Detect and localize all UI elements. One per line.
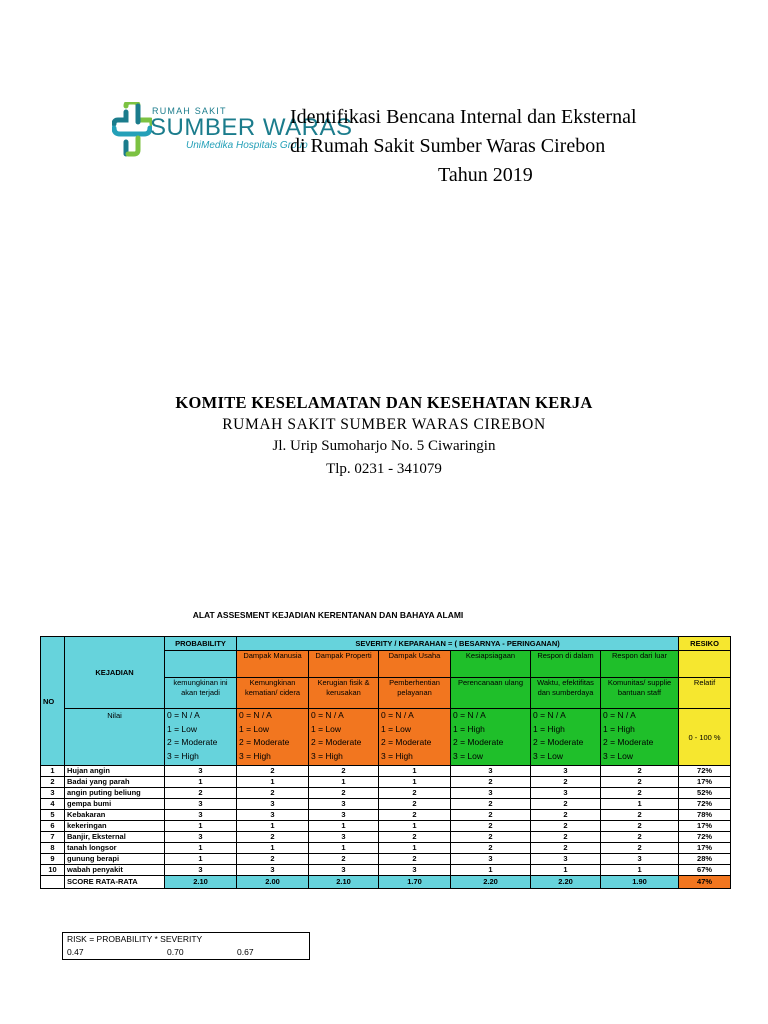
table-row: [41, 788, 731, 799]
row-value: 2: [379, 799, 451, 810]
scale-item: 2 = Moderate: [311, 737, 362, 747]
row-value: 1: [165, 821, 237, 832]
row-number: 9: [41, 854, 65, 865]
row-value: 3: [531, 766, 601, 777]
row-value: 3: [237, 799, 309, 810]
row-value: 2: [531, 843, 601, 854]
scale-item: 0 = N / A: [381, 710, 414, 720]
scale-item: 0 = N / A: [167, 710, 200, 720]
row-value: 3: [451, 788, 531, 799]
row-value: 3: [165, 865, 237, 876]
row-value: 1: [379, 766, 451, 777]
row-value: 3: [379, 865, 451, 876]
row-value: 2: [451, 777, 531, 788]
row-risk-pct: 17%: [679, 821, 731, 832]
scale-dampak-properti: [309, 709, 379, 766]
table-row: [41, 799, 731, 810]
row-value: 1: [237, 821, 309, 832]
row-risk-pct: 78%: [679, 810, 731, 821]
row-value: 1: [379, 777, 451, 788]
title-line-2: di Rumah Sakit Sumber Waras Cirebon: [290, 135, 606, 157]
row-number: 8: [41, 843, 65, 854]
logo-cross-icon: [112, 102, 152, 158]
scale-item: 0 = N / A: [239, 710, 272, 720]
score-cell: 2.20: [451, 876, 531, 889]
row-value: 2: [379, 810, 451, 821]
row-value: 1: [309, 843, 379, 854]
row-event-name: Kebakaran: [65, 810, 165, 821]
score-label: SCORE RATA-RATA: [65, 876, 165, 889]
logo-top-text: RUMAH SAKIT: [152, 106, 227, 116]
row-value: 3: [165, 832, 237, 843]
row-value: 3: [309, 832, 379, 843]
row-value: 2: [531, 777, 601, 788]
row-risk-pct: 52%: [679, 788, 731, 799]
row-value: 3: [309, 799, 379, 810]
scale-item: 3 = Low: [603, 750, 634, 761]
scale-item: 0 = N / A: [453, 710, 486, 720]
logo-main-text: SUMBER WARAS: [150, 114, 353, 141]
row-value: 2: [451, 832, 531, 843]
scale-item: 0 = N / A: [603, 710, 636, 720]
row-event-name: gunung berapi: [65, 854, 165, 865]
risk-value: 0.67: [237, 947, 254, 957]
question-perencanaan: Perencanaan ulang: [451, 678, 531, 709]
row-event-name: gempa bumi: [65, 799, 165, 810]
title-line-3: Tahun 2019: [438, 164, 533, 186]
scale-probability: [165, 709, 237, 766]
scale-respon-dalam: [531, 709, 601, 766]
row-value: 1: [237, 777, 309, 788]
row-risk-pct: 72%: [679, 766, 731, 777]
scale-item: 2 = Moderate: [603, 737, 654, 747]
row-value: 1: [531, 865, 601, 876]
row-value: 2: [601, 810, 679, 821]
row-value: 2: [601, 832, 679, 843]
row-value: 3: [531, 788, 601, 799]
hospital-address: Jl. Urip Sumoharjo No. 5 Ciwaringin: [272, 438, 496, 454]
row-risk-pct: 67%: [679, 865, 731, 876]
row-risk-pct: 72%: [679, 832, 731, 843]
row-number: 7: [41, 832, 65, 843]
nilai-label: Nilai: [65, 709, 165, 766]
row-value: 3: [309, 865, 379, 876]
row-value: 3: [451, 854, 531, 865]
row-value: 2: [601, 766, 679, 777]
row-value: 1: [601, 865, 679, 876]
row-number: 3: [41, 788, 65, 799]
row-value: 2: [309, 788, 379, 799]
row-risk-pct: 17%: [679, 843, 731, 854]
row-value: 2: [379, 788, 451, 799]
score-cell: 2.00: [237, 876, 309, 889]
scale-item: 3 = High: [381, 750, 413, 761]
scale-item: 3 = High: [239, 750, 271, 761]
question-komunitas: Komunitas/ supplie bantuan staff: [601, 678, 679, 709]
row-value: 3: [165, 810, 237, 821]
score-pct: 47%: [679, 876, 731, 889]
question-relatif: Relatif: [679, 678, 731, 709]
row-value: 1: [165, 854, 237, 865]
committee-name: KOMITE KESELAMATAN DAN KESEHATAN KERJA: [175, 393, 593, 412]
probability-subheader: [165, 651, 237, 678]
hospital-logo: [112, 98, 353, 162]
row-risk-pct: 17%: [679, 777, 731, 788]
table-row: [41, 766, 731, 777]
document-title: [290, 103, 690, 190]
row-value: 2: [451, 843, 531, 854]
subheader-dampak-usaha: Dampak Usaha: [379, 651, 451, 678]
question-waktu: Waktu, efektifitas dan sumberdaya: [531, 678, 601, 709]
row-number: 10: [41, 865, 65, 876]
row-event-name: tanah longsor: [65, 843, 165, 854]
hospital-phone: Tlp. 0231 - 341079: [326, 461, 442, 477]
scale-item: 1 = High: [603, 723, 635, 734]
severity-header: SEVERITY / KEPARAHAN = ( BESARNYA - PERINGANAN): [237, 637, 679, 651]
row-value: 3: [451, 766, 531, 777]
row-value: 2: [237, 766, 309, 777]
risk-summary-box: [62, 932, 310, 960]
row-value: 3: [601, 854, 679, 865]
row-value: 2: [531, 799, 601, 810]
row-number: 2: [41, 777, 65, 788]
row-value: 1: [165, 777, 237, 788]
subheader-dampak-manusia: Dampak Manusia: [237, 651, 309, 678]
question-kematian: Kemungkinan kematian/ cidera: [237, 678, 309, 709]
row-value: 1: [309, 777, 379, 788]
scale-item: 3 = High: [311, 750, 343, 761]
row-value: 1: [165, 843, 237, 854]
row-event-name: wabah penyakit: [65, 865, 165, 876]
table-row: [41, 810, 731, 821]
row-event-name: kekeringan: [65, 821, 165, 832]
committee-block: [0, 392, 768, 481]
scale-respon-luar: [601, 709, 679, 766]
table-row: [41, 854, 731, 865]
no-header: NO: [41, 637, 65, 766]
table-row: [41, 843, 731, 854]
scale-item: 3 = Low: [453, 750, 484, 761]
subheader-respon-luar: Respon dari luar: [601, 651, 679, 678]
scale-item: 2 = Moderate: [533, 737, 584, 747]
scale-item: 1 = Low: [381, 723, 412, 734]
scale-dampak-manusia: [237, 709, 309, 766]
row-event-name: Hujan angin: [65, 766, 165, 777]
table-row: [41, 821, 731, 832]
resiko-range: 0 - 100 %: [679, 709, 731, 766]
row-number: 6: [41, 821, 65, 832]
row-value: 3: [237, 865, 309, 876]
row-value: 2: [379, 854, 451, 865]
row-value: 1: [451, 865, 531, 876]
scale-item: 2 = Moderate: [167, 737, 218, 747]
scale-item: 3 = Low: [533, 750, 564, 761]
score-cell: 2.10: [165, 876, 237, 889]
resiko-header: RESIKO: [679, 637, 731, 651]
row-number: 4: [41, 799, 65, 810]
row-value: 2: [309, 766, 379, 777]
scale-item: 1 = High: [533, 723, 565, 734]
question-pemberhentian: Pemberhentian pelayanan: [379, 678, 451, 709]
scale-item: 1 = Low: [239, 723, 270, 734]
row-value: 3: [531, 854, 601, 865]
row-value: 3: [165, 799, 237, 810]
row-value: 2: [237, 788, 309, 799]
probability-header: PROBABILITY: [165, 637, 237, 651]
row-value: 2: [451, 810, 531, 821]
subheader-respon-dalam: Respon di dalam: [531, 651, 601, 678]
row-value: 1: [601, 799, 679, 810]
scale-item: 2 = Moderate: [239, 737, 290, 747]
row-event-name: angin puting beliung: [65, 788, 165, 799]
risk-formula: RISK = PROBABILITY * SEVERITY: [67, 934, 203, 944]
row-value: 3: [237, 810, 309, 821]
row-risk-pct: 72%: [679, 799, 731, 810]
table-row: [41, 832, 731, 843]
scale-item: 0 = N / A: [311, 710, 344, 720]
row-value: 2: [601, 843, 679, 854]
row-number: 5: [41, 810, 65, 821]
subheader-kesiapsiagaan: Kesiapsiagaan: [451, 651, 531, 678]
row-event-name: Badai yang parah: [65, 777, 165, 788]
score-cell: 2.20: [531, 876, 601, 889]
row-value: 2: [379, 832, 451, 843]
question-kerugian: Kerugian fisik & kerusakan: [309, 678, 379, 709]
scale-item: 2 = Moderate: [381, 737, 432, 747]
scale-item: 1 = Low: [167, 723, 198, 734]
table-row: [41, 777, 731, 788]
score-cell: 1.70: [379, 876, 451, 889]
question-probability: kemungkinan ini akan terjadi: [165, 678, 237, 709]
score-cell: 2.10: [309, 876, 379, 889]
row-value: 2: [451, 821, 531, 832]
logo-sub-text: UniMedika Hospitals Group: [186, 140, 308, 151]
score-cell: 1.90: [601, 876, 679, 889]
row-value: 3: [309, 810, 379, 821]
row-value: 1: [309, 821, 379, 832]
scale-item: 1 = Low: [311, 723, 342, 734]
scale-dampak-usaha: [379, 709, 451, 766]
score-no-cell: [41, 876, 65, 889]
row-risk-pct: 28%: [679, 854, 731, 865]
row-value: 2: [309, 854, 379, 865]
hospital-name: RUMAH SAKIT SUMBER WARAS CIREBON: [222, 416, 546, 433]
row-value: 1: [379, 843, 451, 854]
row-value: 2: [601, 788, 679, 799]
row-value: 2: [237, 854, 309, 865]
scale-item: 3 = High: [167, 750, 199, 761]
table-heading: ALAT ASSESMENT KEJADIAN KERENTANAN DAN BAHAYA ALAMI: [192, 610, 464, 620]
row-value: 2: [601, 777, 679, 788]
scale-item: 1 = High: [453, 723, 485, 734]
risk-value: 0.47: [67, 947, 84, 957]
risk-value: 0.70: [167, 947, 184, 957]
row-value: 2: [451, 799, 531, 810]
row-value: 2: [531, 832, 601, 843]
row-value: 2: [237, 832, 309, 843]
resiko-subheader: [679, 651, 731, 678]
row-value: 2: [165, 788, 237, 799]
kejadian-header: KEJADIAN: [65, 637, 165, 709]
row-value: 2: [601, 821, 679, 832]
row-value: 2: [531, 810, 601, 821]
table-row: [41, 865, 731, 876]
scale-item: 0 = N / A: [533, 710, 566, 720]
row-value: 1: [237, 843, 309, 854]
title-line-1: Identifikasi Bencana Internal dan Eksternal: [290, 106, 637, 128]
row-event-name: Banjir, Eksternal: [65, 832, 165, 843]
subheader-dampak-properti: Dampak Properti: [309, 651, 379, 678]
row-value: 1: [379, 821, 451, 832]
scale-item: 2 = Moderate: [453, 737, 504, 747]
scale-kesiapsiagaan: [451, 709, 531, 766]
row-number: 1: [41, 766, 65, 777]
row-value: 2: [531, 821, 601, 832]
assessment-table: [40, 636, 731, 889]
row-value: 3: [165, 766, 237, 777]
